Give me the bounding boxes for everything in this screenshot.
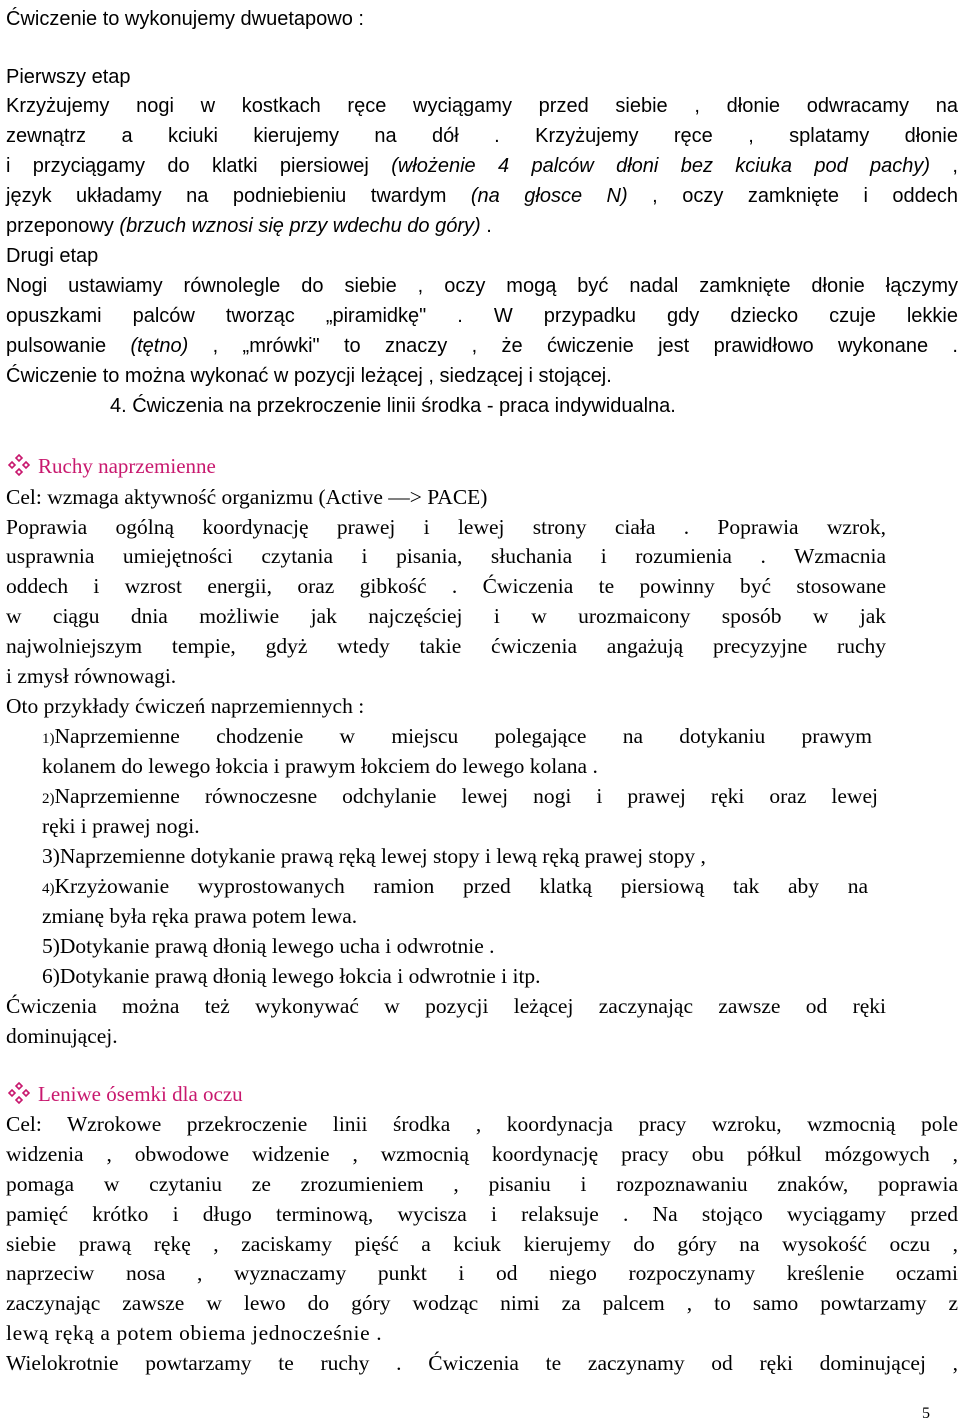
italic-note: (włożenie 4 palców dłoni bez kciuka pod pachy) <box>391 155 931 177</box>
osemki-line-2: widzenia , obwodowe widzenie , wzmocnią koordynację pracy obu półkul mózgowych , <box>6 1142 958 1166</box>
osemki-line-9: Wielokrotnie powtarzamy te ruchy . Ćwiczenia te zaczynamy od ręki dominującej , <box>6 1351 958 1375</box>
osemki-line-3: pomaga w czytaniu ze zrozumieniem , pisaniu i rozpoznawaniu znaków, poprawia <box>6 1172 958 1196</box>
stage2-line-1: Nogi ustawiamy równolegle do siebie , oczy mogą być nadal zamknięte dłonie łączymy <box>6 275 958 297</box>
osemki-line-8: lewą ręką a potem obiema jednocześnie . <box>6 1321 383 1345</box>
stage1-line-3 <box>6 151 958 181</box>
text: , oczy zamknięte i oddech <box>627 185 959 207</box>
section-heading-ruchy <box>8 451 216 481</box>
section-heading-osemki <box>8 1079 243 1109</box>
section-title: Leniwe ósemki dla oczu <box>38 1082 243 1106</box>
italic-note: (brzuch wznosi się przy wdechu do góry) <box>119 215 481 237</box>
stage1-line-5 <box>6 211 492 241</box>
item-text: Krzyżowanie wyprostowanych ramion przed klatką piersiową tak aby na <box>54 874 868 898</box>
text: przeponowy <box>6 215 120 237</box>
stage1-line-4 <box>6 181 958 211</box>
ruchy-closing-1: Ćwiczenia można też wykonywać w pozycji leżącej zaczynając zawsze od ręki <box>6 994 886 1018</box>
ruchy-line-5: w ciągu dnia możliwie jak najczęściej i w urozmaicony sposób w jak <box>6 604 886 628</box>
stage1-line-2: zewnątrz a kciuki kierujemy na dół . Krzyżujemy ręce , splatamy dłonie <box>6 125 958 147</box>
four-diamond-icon <box>8 1082 30 1104</box>
stage2-line-2: opuszkami palców tworząc „piramidkę" . W przypadku gdy dziecko czuje lekkie <box>6 305 958 327</box>
stage2-line-3 <box>6 331 958 361</box>
text: i przyciągamy do klatki piersiowej <box>6 155 392 177</box>
examples-intro: Oto przykłady ćwiczeń naprzemiennych : <box>6 694 365 718</box>
ruchy-line-7: i zmysł równowagi. <box>6 664 177 688</box>
item-number: 4) <box>42 881 55 897</box>
intro-heading-line: Ćwiczenie to wykonujemy dwuetapowo : <box>6 8 364 30</box>
stage2-title: Drugi etap <box>6 245 99 267</box>
list-item-continuation: zmianę była ręka prawa potem lewa. <box>42 904 358 928</box>
list-item: 3)Naprzemienne dotykanie prawą ręką lewej stopy i lewą ręką prawej stopy , <box>42 844 706 868</box>
section-4-title: 4. Ćwiczenia na przekroczenie linii środka - praca indywidualna. <box>110 395 676 417</box>
ruchy-line-3: usprawnia umiejętności czytania i pisania, słuchania i rozumienia . Wzmacnia <box>6 544 886 568</box>
stage1-title: Pierwszy etap <box>6 66 131 88</box>
ruchy-line-2: Poprawia ogólną koordynację prawej i lewej strony ciała . Poprawia wzrok, <box>6 515 886 539</box>
ruchy-line-4: oddech i wzrost energii, oraz gibkość . Ćwiczenia te powinny być stosowane <box>6 574 886 598</box>
italic-note: (na głosce N) <box>470 185 628 207</box>
osemki-line-5: siebie prawą rękę , zaciskamy pięść a kciuk kierujemy do góry na wysokość oczu , <box>6 1232 958 1256</box>
list-item <box>42 781 878 811</box>
osemki-line-6: naprzeciw nosa , wyznaczamy punkt i od niego rozpoczynamy kreślenie oczami <box>6 1261 958 1285</box>
list-item: 6)Dotykanie prawą dłonią lewego łokcia i odwrotnie i itp. <box>42 964 541 988</box>
list-item <box>42 721 872 751</box>
ruchy-closing-2: dominującej. <box>6 1024 118 1048</box>
list-item-continuation: kolanem do lewego łokcia i prawym łokciem do lewego kolana . <box>42 754 598 778</box>
text: język układamy na podniebieniu twardym <box>6 185 471 207</box>
list-item <box>42 871 868 901</box>
item-text: Naprzemienne chodzenie w miejscu polegające na dotykaniu prawym <box>54 724 872 748</box>
text: pulsowanie <box>6 335 131 357</box>
osemki-line-4: pamięć krótko i długo terminową, wycisza i relaksuje . Na stojąco wyciągamy przed <box>6 1202 958 1226</box>
text: , <box>930 155 958 177</box>
item-number: 1) <box>42 731 55 747</box>
page-number: 5 <box>922 1405 930 1422</box>
section-title: Ruchy naprzemienne <box>38 454 216 478</box>
item-text: Naprzemienne równoczesne odchylanie lewej nogi i prawej ręki oraz lewej <box>54 784 878 808</box>
stage2-line-4: Ćwiczenie to można wykonać w pozycji leżącej , siedzącej i stojącej. <box>6 365 612 387</box>
ruchy-goal: Cel: wzmaga aktywność organizmu (Active —> PACE) <box>6 485 488 509</box>
ruchy-line-6: najwolniejszym tempie, gdyż wtedy takie ćwiczenia angażują precyzyjne ruchy <box>6 634 886 658</box>
text: . <box>480 215 492 237</box>
list-item: 5)Dotykanie prawą dłonią lewego ucha i odwrotnie . <box>42 934 495 958</box>
four-diamond-icon <box>8 454 30 476</box>
stage1-line-1: Krzyżujemy nogi w kostkach ręce wyciągamy przed siebie , dłonie odwracamy na <box>6 95 958 117</box>
text: , „mrówki" to znaczy , że ćwiczenie jest prawidłowo wykonane . <box>188 335 958 357</box>
italic-note: (tętno) <box>130 335 189 357</box>
osemki-line-1: Cel: Wzrokowe przekroczenie linii środka , koordynacja pracy wzroku, wzmocnią pole <box>6 1112 958 1136</box>
item-number: 2) <box>42 791 55 807</box>
osemki-line-7: zaczynając zawsze w lewo do góry wodząc nimi za palcem , to samo powtarzamy z <box>6 1291 958 1315</box>
list-item-continuation: ręki i prawej nogi. <box>42 814 200 838</box>
